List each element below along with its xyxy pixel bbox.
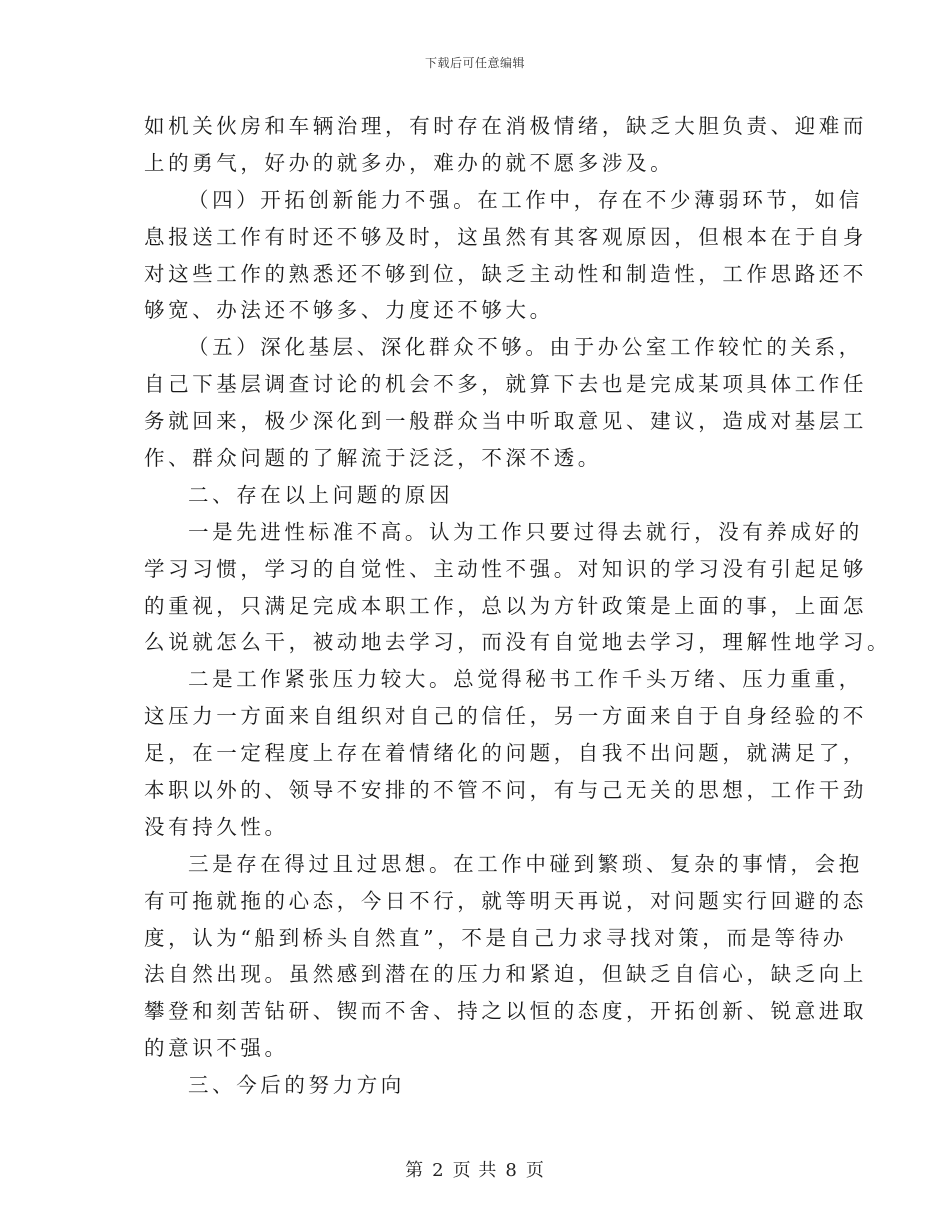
- text-line: 上的勇气，好办的就多办，难办的就不愿多涉及。: [144, 150, 675, 175]
- text-line: （四）开拓创新能力不强。在工作中，存在不少薄弱环节，如信: [188, 187, 863, 212]
- text-line: 足，在一定程度上存在着情绪化的问题，自我不出问题，就满足了，: [144, 741, 867, 766]
- text-line: 度，认为“船到桥头自然直”，不是自己力求寻找对策，而是等待办: [144, 925, 847, 950]
- text-line: 学习习惯，学习的自觉性、主动性不强。对知识的学习没有引起足够: [144, 556, 867, 581]
- text-line: 本职以外的、领导不安排的不管不问，有与己无关的思想，工作干劲: [144, 778, 867, 803]
- text-line: 这压力一方面来自组织对自己的信任，另一方面来自于自身经验的不: [144, 704, 867, 729]
- footer-page-number: 2: [432, 1160, 445, 1181]
- footer-prefix: 第: [405, 1160, 425, 1181]
- text-line: 自己下基层调查讨论的机会不多，就算下去也是完成某项具体工作任: [144, 372, 867, 397]
- text-line: 的意识不强。: [144, 1036, 289, 1061]
- text-line: 攀登和刻苦钻研、锲而不舍、持之以恒的态度，开拓创新、锐意进取: [144, 999, 867, 1024]
- footer-suffix: 页: [525, 1160, 545, 1181]
- text-line: 如机关伙房和车辆治理，有时存在消极情绪，缺乏大胆负责、迎难而: [144, 114, 867, 138]
- text-line: 对这些工作的熟悉还不够到位，缺乏主动性和制造性，工作思路还不: [144, 261, 867, 286]
- text-line: 二、存在以上问题的原因: [188, 482, 454, 507]
- text-line: 么说就怎么干，被动地去学习，而没有自觉地去学习，理解性地学习。: [144, 630, 892, 655]
- text-line: 没有持久性。: [144, 814, 289, 839]
- document-body: [144, 108, 892, 1104]
- text-line: 的重视，只满足完成本职工作，总以为方针政策是上面的事，上面怎: [144, 593, 867, 618]
- page-header: 下载后可任意编辑: [424, 56, 525, 70]
- text-line: 法自然出现。虽然感到潜在的压力和紧迫，但缺乏自信心，缺乏向上: [144, 962, 867, 987]
- text-line: 三是存在得过且过思想。在工作中碰到繁琐、复杂的事情，会抱: [188, 851, 863, 876]
- text-line: 有可拖就拖的心态，今日不行，就等明天再说，对问题实行回避的态: [144, 888, 867, 913]
- text-line: 息报送工作有时还不够及时，这虽然有其客观原因，但根本在于自身: [144, 224, 867, 249]
- footer-mid: 页 共: [452, 1160, 498, 1181]
- footer-total-pages: 8: [505, 1160, 518, 1181]
- text-line: 一是先进性标准不高。认为工作只要过得去就行，没有养成好的: [188, 519, 863, 544]
- text-line: 务就回来，极少深化到一般群众当中听取意见、建议，造成对基层工: [144, 409, 867, 434]
- text-line: 二是工作紧张压力较大。总觉得秘书工作千头万绪、压力重重，: [188, 667, 863, 692]
- text-line: （五）深化基层、深化群众不够。由于办公室工作较忙的关系，: [188, 335, 863, 360]
- text-line: 够宽、办法还不够多、力度还不够大。: [144, 298, 554, 323]
- page-footer: [0, 1156, 950, 1182]
- text-line: 作、群众问题的了解流于泛泛，不深不透。: [144, 446, 602, 471]
- text-line: 三、今后的努力方向: [188, 1073, 405, 1098]
